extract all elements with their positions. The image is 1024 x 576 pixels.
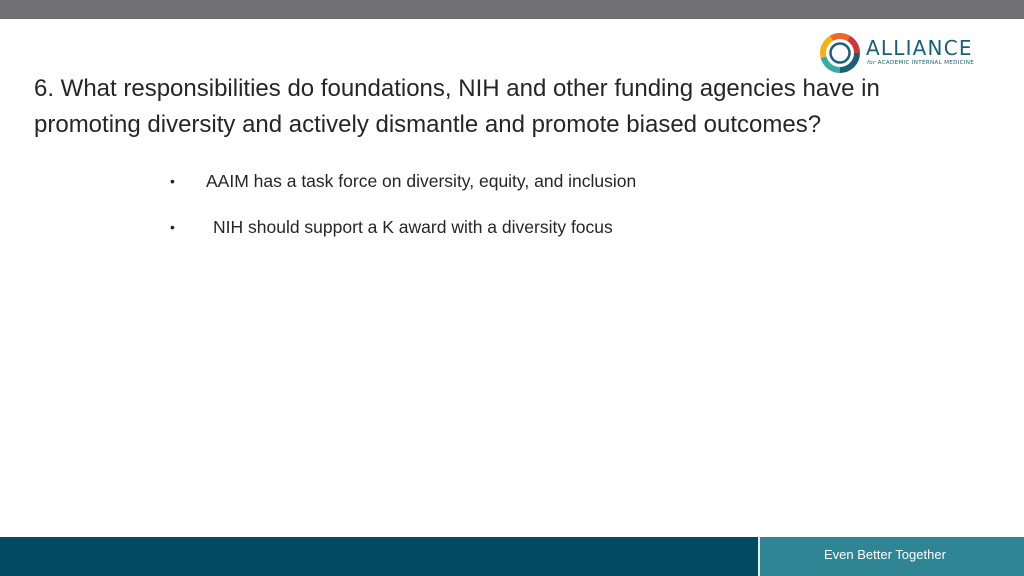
bullet-item bbox=[170, 168, 636, 194]
footer-bar bbox=[0, 537, 1024, 576]
logo-wordmark: ALLIANCE bbox=[866, 36, 973, 60]
alliance-logo bbox=[819, 32, 989, 76]
bullet-item bbox=[170, 214, 636, 240]
alliance-ring-logo-icon bbox=[819, 32, 861, 74]
logo-subtitle-for: for bbox=[867, 60, 876, 66]
top-bar bbox=[0, 0, 1024, 19]
bullet-list bbox=[170, 168, 636, 240]
logo-subtitle bbox=[867, 60, 974, 67]
footer-tagline-box bbox=[760, 537, 1024, 576]
slide-title: 6. What responsibilities do foundations, NIH and other funding agencies have in promoting diversity and actively dismantle and promote biased outcomes? bbox=[34, 75, 880, 138]
bullet-dot-icon: • bbox=[170, 219, 175, 235]
footer-tagline: Even Better Together bbox=[824, 547, 946, 562]
bullet-text: AAIM has a task force on diversity, equity, and inclusion bbox=[206, 171, 637, 191]
bullet-dot-icon: • bbox=[170, 173, 175, 189]
bullet-text: NIH should support a K award with a diversity focus bbox=[213, 217, 613, 237]
logo-subtitle-rest: ACADEMIC INTERNAL MEDICINE bbox=[877, 60, 975, 66]
